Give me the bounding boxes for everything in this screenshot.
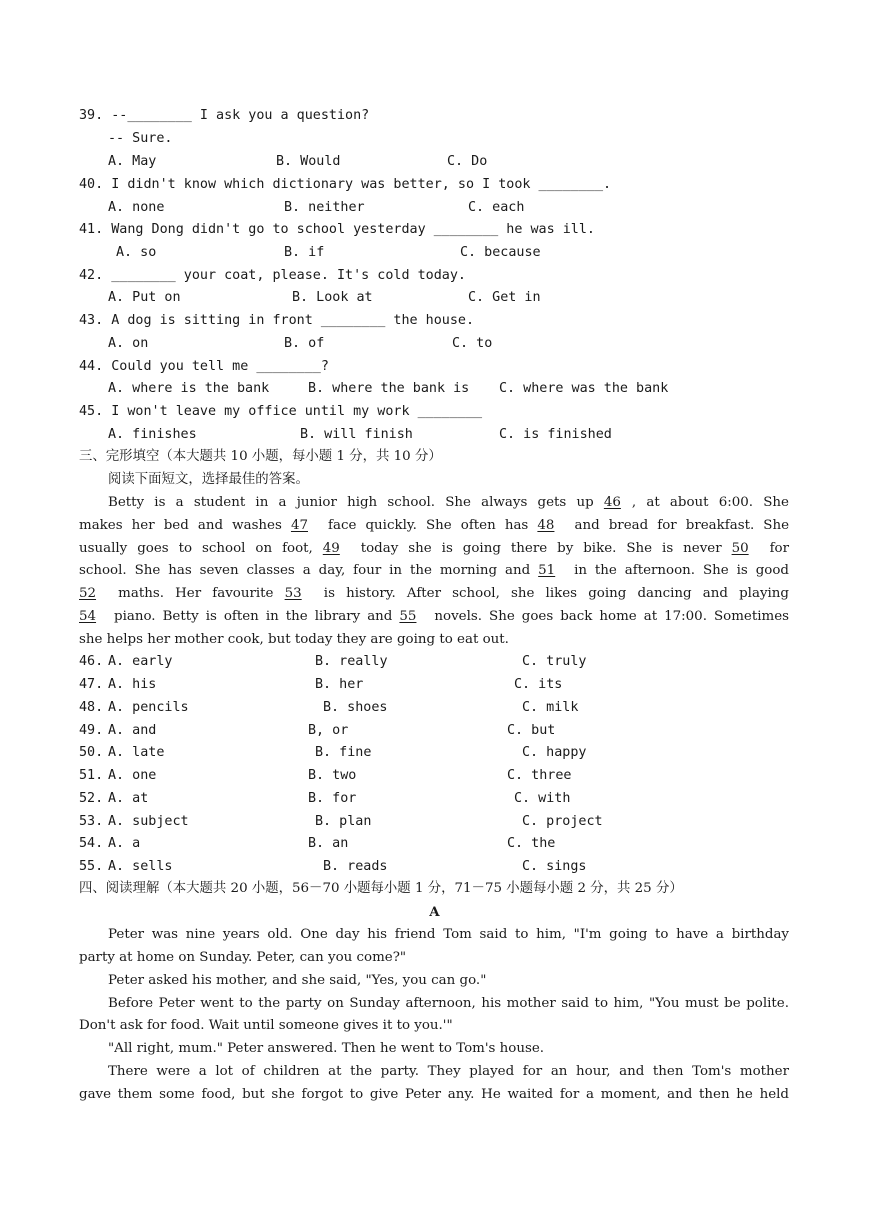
- option-number: 55.: [79, 859, 104, 874]
- option-number: 54.: [79, 836, 104, 851]
- option-a: A. finishes: [108, 427, 197, 442]
- option-number: 47.: [79, 677, 104, 692]
- blank-47: 47: [290, 518, 308, 533]
- option-c: C. truly: [522, 654, 587, 669]
- option-b: B. for: [308, 791, 357, 806]
- option-c: C. Do: [447, 154, 488, 169]
- blank-46: 46: [603, 495, 621, 510]
- option-c: C. happy: [522, 745, 587, 760]
- passage-line: There were a lot of children at the party. They played for an hour, and then Tom's mother: [108, 1064, 789, 1079]
- option-a: A. so: [116, 245, 157, 260]
- option-c: C. milk: [522, 700, 579, 715]
- option-b: B. reads: [323, 859, 388, 874]
- option-a: A. Put on: [108, 290, 181, 305]
- section-heading: 三、完形填空（本大题共 10 小题，每小题 1 分，共 10 分）: [79, 449, 442, 464]
- option-a: A. early: [108, 654, 173, 669]
- passage-line: Peter asked his mother, and she said, "Yes, you can go.": [108, 973, 487, 988]
- option-b: B. if: [284, 245, 325, 260]
- question-stem: 39. --________ I ask you a question?: [79, 108, 370, 123]
- option-c: C. each: [468, 200, 525, 215]
- option-a: A. on: [108, 336, 149, 351]
- option-a: A. none: [108, 200, 165, 215]
- passage-line: "All right, mum." Peter answered. Then he went to Tom's house.: [108, 1041, 545, 1056]
- passage-line: Peter was nine years old. One day his friend Tom said to him, "I'm going to have a birthday: [108, 927, 789, 942]
- passage-line: party at home on Sunday. Peter, can you come?": [79, 950, 407, 965]
- option-c: C. is finished: [499, 427, 612, 442]
- option-b: B. Look at: [292, 290, 373, 305]
- option-a: A. where is the bank: [108, 381, 270, 396]
- part-label: A: [429, 904, 440, 920]
- option-number: 48.: [79, 700, 104, 715]
- option-a: A. subject: [108, 814, 189, 829]
- section-heading: 四、阅读理解（本大题共 20 小题，56－70 小题每小题 1 分，71－75 小题每小题 2 分，共 25 分）: [79, 881, 683, 896]
- passage-line: Don't ask for food. Wait until someone gives it to you.'": [79, 1018, 453, 1033]
- option-number: 49.: [79, 723, 104, 738]
- option-number: 50.: [79, 745, 104, 760]
- option-a: A. at: [108, 791, 149, 806]
- option-a: A. pencils: [108, 700, 189, 715]
- option-c: C. its: [514, 677, 563, 692]
- option-c: C. to: [452, 336, 493, 351]
- option-number: 46.: [79, 654, 104, 669]
- option-a: A. a: [108, 836, 141, 851]
- option-b: B. two: [308, 768, 357, 783]
- question-stem: 42. ________ your coat, please. It's cold today.: [79, 268, 466, 283]
- section-instruction: 阅读下面短文，选择最佳的答案。: [108, 472, 309, 487]
- question-stem: 45. I won't leave my office until my work ________: [79, 404, 483, 419]
- option-a: A. May: [108, 154, 157, 169]
- question-stem: 40. I didn't know which dictionary was better, so I took ________.: [79, 177, 612, 192]
- option-b: B. will finish: [300, 427, 413, 442]
- passage-line: she helps her mother cook, but today they are going to eat out.: [79, 632, 509, 647]
- option-a: A. and: [108, 723, 157, 738]
- blank-51: 51: [538, 563, 556, 578]
- option-a: A. one: [108, 768, 157, 783]
- option-number: 52.: [79, 791, 104, 806]
- passage-line: Before Peter went to the party on Sunday afternoon, his mother said to him, "You must be polite.: [108, 996, 789, 1011]
- blank-49: 49: [322, 541, 340, 556]
- option-c: C. project: [522, 814, 603, 829]
- option-c: C. the: [507, 836, 556, 851]
- option-c: C. where was the bank: [499, 381, 669, 396]
- passage-line: gave them some food, but she forgot to give Peter any. He waited for a moment, and then he held: [79, 1087, 789, 1102]
- option-a: A. his: [108, 677, 157, 692]
- option-b: B. plan: [315, 814, 372, 829]
- passage-line: 54 piano. Betty is often in the library and 55 novels. She goes back home at 17:00. Sometimes: [79, 609, 789, 624]
- option-b: B. fine: [315, 745, 372, 760]
- option-b: B. an: [308, 836, 349, 851]
- option-b: B. of: [284, 336, 325, 351]
- blank-52: 52: [79, 586, 97, 601]
- passage-line: school. She has seven classes a day, four in the morning and 51 in the afternoon. She is good: [79, 563, 789, 578]
- question-stem: 41. Wang Dong didn't go to school yesterday ________ he was ill.: [79, 222, 595, 237]
- option-b: B. Would: [276, 154, 341, 169]
- option-c: C. but: [507, 723, 556, 738]
- passage-line: 52 maths. Her favourite 53 is history. After school, she likes going dancing and playing: [79, 586, 789, 601]
- blank-53: 53: [284, 586, 302, 601]
- option-a: A. late: [108, 745, 165, 760]
- option-b: B. her: [315, 677, 364, 692]
- question-stem: 44. Could you tell me ________?: [79, 359, 329, 374]
- question-sub: -- Sure.: [108, 131, 173, 146]
- blank-55: 55: [399, 609, 417, 624]
- option-c: C. three: [507, 768, 572, 783]
- option-a: A. sells: [108, 859, 173, 874]
- question-stem: 43. A dog is sitting in front ________ the house.: [79, 313, 475, 328]
- option-c: C. sings: [522, 859, 587, 874]
- passage-line: usually goes to school on foot, 49 today she is going there by bike. She is never 50 for: [79, 541, 789, 556]
- option-b: B. where the bank is: [308, 381, 470, 396]
- blank-50: 50: [731, 541, 749, 556]
- option-c: C. with: [514, 791, 571, 806]
- option-number: 53.: [79, 814, 104, 829]
- option-b: B. neither: [284, 200, 365, 215]
- option-number: 51.: [79, 768, 104, 783]
- option-b: B. really: [315, 654, 388, 669]
- blank-54: 54: [79, 609, 97, 624]
- blank-48: 48: [537, 518, 555, 533]
- option-c: C. because: [460, 245, 541, 260]
- option-b: B. shoes: [323, 700, 388, 715]
- passage-line: makes her bed and washes 47 face quickly. She often has 48 and bread for breakfast. She: [79, 518, 790, 533]
- passage-line: Betty is a student in a junior high school. She always gets up 46 , at about 6:00. She: [108, 495, 789, 510]
- option-c: C. Get in: [468, 290, 541, 305]
- option-b: B, or: [308, 723, 349, 738]
